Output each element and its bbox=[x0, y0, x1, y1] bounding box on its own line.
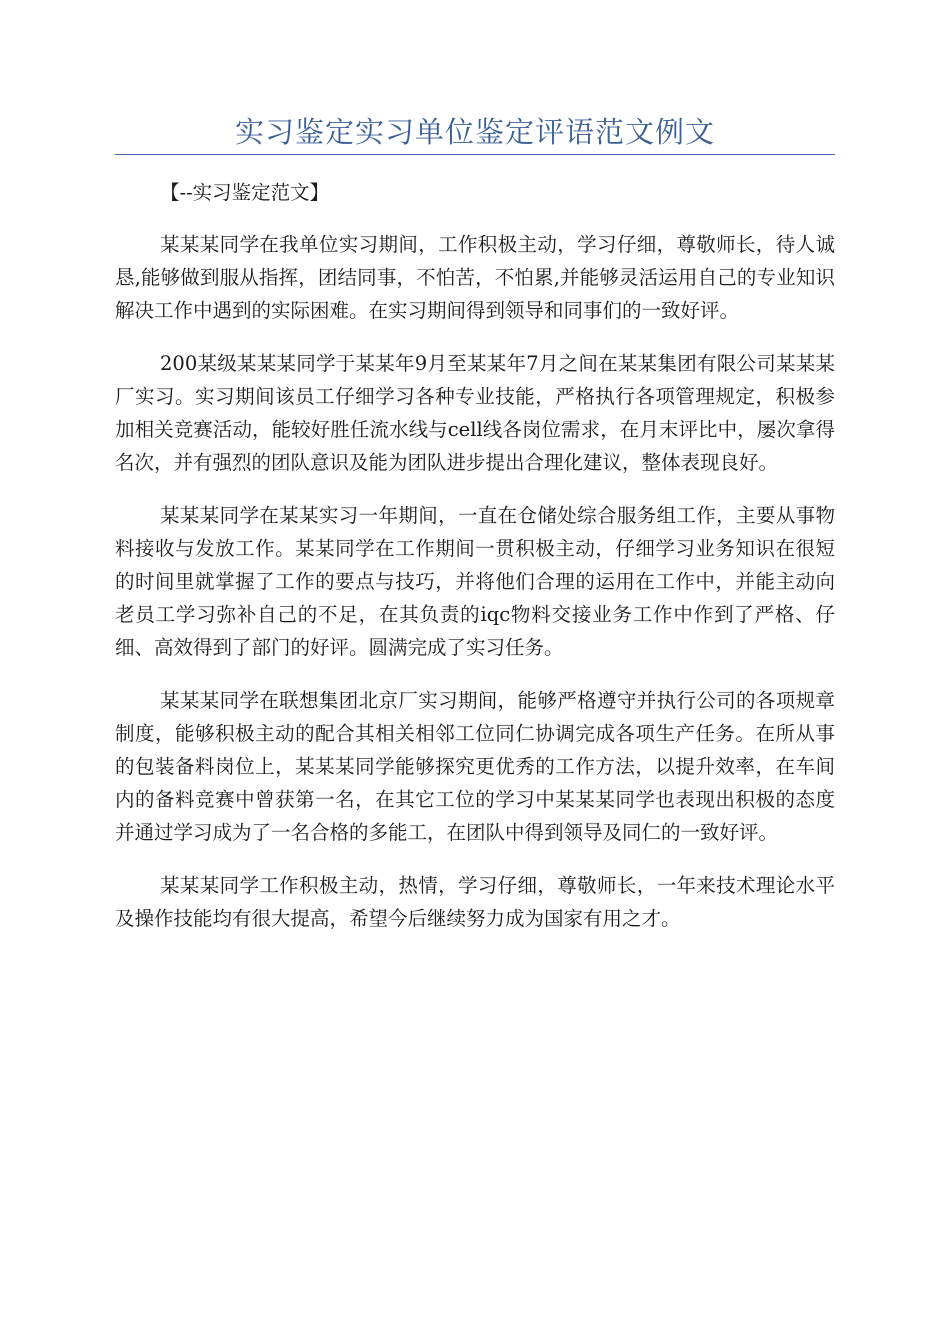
paragraph-1: 某某某同学在我单位实习期间，工作积极主动，学习仔细，尊敬师长，待人诚恳,能够做到服从指挥，团结同事，不怕苦，不怕累,并能够灵活运用自己的专业知识解决工作中遇到的实际困难。在实习期间得到领导和同事们的一致好评。 bbox=[115, 233, 835, 322]
document-title: 实习鉴定实习单位鉴定评语范文例文 bbox=[234, 115, 715, 149]
section-heading: 【--实习鉴定范文】 bbox=[160, 181, 330, 204]
paragraph-2: 200某级某某某同学于某某年9月至某某年7月之间在某某集团有限公司某某某厂实习。实习期间该员工仔细学习各种专业技能，严格执行各项管理规定，积极参加相关竞赛活动，能较好胜任流水线与cell线各岗位需求，在月末评比中，屡次拿得名次，并有强烈的团队意识及能为团队进步提出合理化建议，整体表现良好。 bbox=[115, 352, 835, 474]
paragraph-3: 某某某同学在某某实习一年期间，一直在仓储处综合服务组工作，主要从事物料接收与发放工作。某某同学在工作期间一贯积极主动，仔细学习业务知识在很短的时间里就掌握了工作的要点与技巧，并将他们合理的运用在工作中，并能主动向老员工学习弥补自己的不足，在其负责的iqc物料交接业务工作中作到了严格、仔细、高效得到了部门的好评。圆满完成了实习任务。 bbox=[115, 504, 835, 659]
paragraph-5: 某某某同学工作积极主动，热情，学习仔细，尊敬师长，一年来技术理论水平及操作技能均有很大提高，希望今后继续努力成为国家有用之才。 bbox=[115, 874, 835, 930]
document-body bbox=[115, 176, 835, 955]
paragraph-4: 某某某同学在联想集团北京厂实习期间，能够严格遵守并执行公司的各项规章制度，能够积极主动的配合其相关相邻工位同仁协调完成各项生产任务。在所从事的包装备料岗位上，某某某同学能够探究更优秀的工作方法，以提升效率，在车间内的备料竞赛中曾获第一名，在其它工位的学习中某某某同学也表现出积极的态度并通过学习成为了一名合格的多能工，在团队中得到领导及同仁的一致好评。 bbox=[115, 689, 835, 844]
title-underline-rule bbox=[115, 154, 835, 155]
